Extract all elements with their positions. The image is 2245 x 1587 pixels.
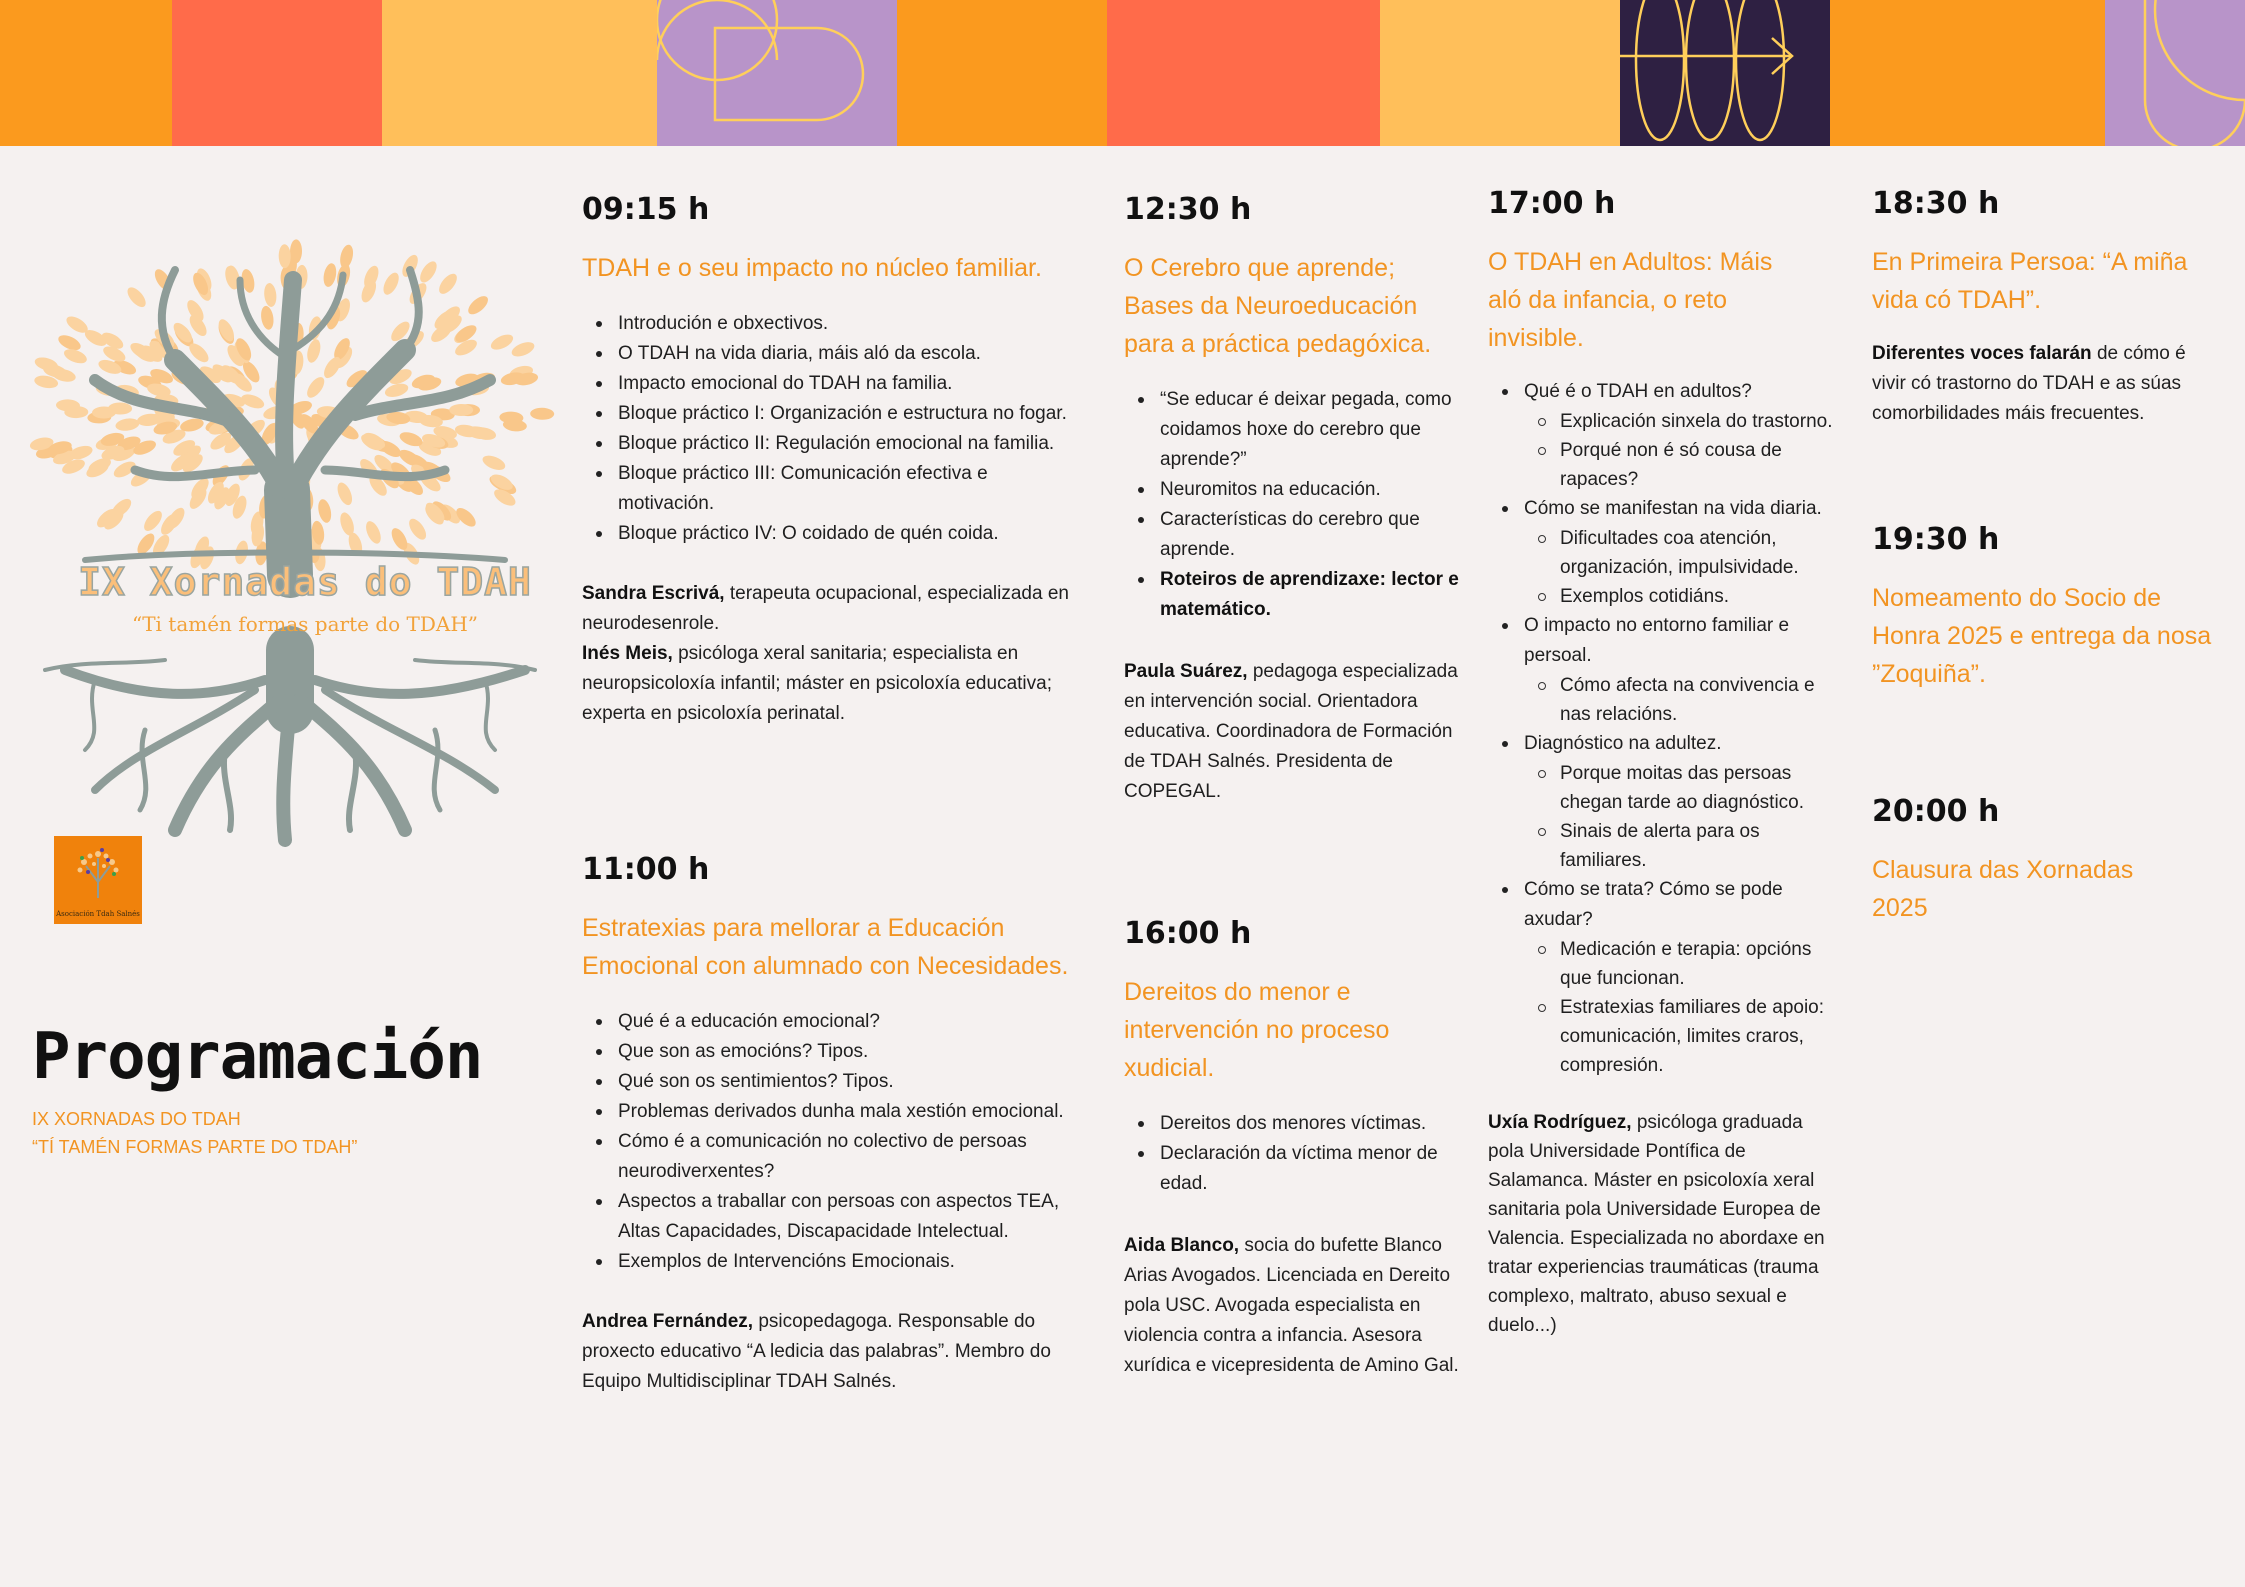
top-banner — [0, 0, 2245, 146]
session-time: 19:30 h — [1872, 522, 2000, 557]
speaker-bio — [1124, 1231, 1464, 1381]
list-item: Declaración da víctima menor de edad. — [1124, 1139, 1464, 1199]
leaf — [465, 293, 491, 318]
speaker-bio — [582, 1307, 1082, 1397]
sub-list-item: Sinais de alerta para os familiares. — [1524, 817, 1833, 875]
list-item: Exemplos de Intervencións Emocionais. — [582, 1247, 1072, 1277]
list-item — [1488, 611, 1833, 729]
list-item: Introdución e obxectivos. — [582, 309, 1082, 339]
leaf — [316, 498, 333, 524]
banner-block-coral-2 — [1107, 0, 1380, 146]
speaker-bio — [582, 579, 1082, 729]
list-item: Dereitos dos menores víctimas. — [1124, 1109, 1464, 1139]
banner-block-orange — [0, 0, 172, 146]
list-item — [1488, 729, 1833, 875]
session-title: Clausura das Xornadas 2025 — [1872, 856, 2134, 922]
session-title: Nomeamento do Socio de Honra 2025 e entrega da nosa ”Zoquiña”. — [1872, 584, 2212, 688]
session-time: 12:30 h — [1124, 192, 1252, 227]
sub-list-item: Explicación sinxela do trastorno. — [1524, 407, 1833, 436]
session-topics — [582, 1007, 1072, 1277]
leaf — [278, 244, 290, 268]
description-bold: Diferentes voces falarán — [1872, 343, 2092, 364]
session-topics — [1488, 377, 1833, 1080]
page-title: Programación — [32, 1020, 483, 1094]
sub-list — [1524, 935, 1833, 1080]
leaf — [259, 305, 275, 331]
session-title: Estratexias para mellorar a Educación Emocional con alumnado con Necesidades. — [582, 914, 1069, 980]
leaf — [436, 271, 460, 297]
session-topics — [582, 309, 1082, 549]
session-2000 — [1872, 794, 2182, 927]
list-item — [1488, 875, 1833, 1080]
speaker-desc: psicopedagoga. Responsable do proxecto educativo “A ledicia das palabras”. Membro do Equipo Multidisciplinar TDAH Salnés. — [582, 1311, 1051, 1392]
sub-list-item: Porque moitas das persoas chegan tarde ao diagnóstico. — [1524, 759, 1833, 817]
list-item: Qué son os sentimientos? Tipos. — [582, 1067, 1072, 1097]
session-description — [1872, 339, 2222, 429]
leaf — [304, 374, 328, 400]
list-item: O TDAH na vida diaria, máis aló da escola. — [582, 339, 1082, 369]
list-item: Problemas derivados dunha mala xestión emocional. — [582, 1097, 1072, 1127]
sub-list — [1524, 759, 1833, 875]
association-name: Asociación Tdah Salnés — [56, 910, 140, 918]
leaf — [92, 406, 116, 418]
list-item — [1124, 565, 1464, 625]
session-title: TDAH e o seu impacto no núcleo familiar. — [582, 254, 1042, 282]
session-time: 17:00 h — [1488, 186, 1616, 221]
leaf — [124, 284, 149, 310]
description-text: de cómo é vivir có trastorno do TDAH e as súas comorbilidades máis frecuentes. — [1872, 343, 2186, 424]
speaker-name: Andrea Fernández, — [582, 1311, 754, 1332]
speaker-desc: socia do bufette Blanco Arias Avogados. Licenciada en Dereito pola USC. Avogada especialista en violencia contra a infancia. Asesora xurídica e vicepresidenta de Amino Gal. — [1124, 1235, 1459, 1376]
list-item: Aspectos a traballar con persoas con aspectos TEA, Altas Capacidades, Discapacidade Intelectual. — [582, 1187, 1072, 1247]
list-item: Impacto emocional do TDAH na familia. — [582, 369, 1082, 399]
leaf — [115, 417, 140, 432]
bold-topic: Roteiros de aprendizaxe: lector e matemático. — [1160, 569, 1459, 620]
session-1700 — [1488, 186, 1833, 1340]
leaf — [361, 264, 381, 291]
leaf — [322, 262, 338, 288]
sub-list — [1524, 407, 1833, 494]
session-topics — [1124, 1109, 1464, 1199]
banner-block-yellow — [382, 0, 657, 146]
leaf — [290, 239, 302, 263]
leaf — [481, 453, 508, 473]
speaker-desc: psicóloga xeral sanitaria; especialista en neuropsicoloxía infantil; máster en psicoloxía educativa; experta en psicoloxía perinatal. — [582, 643, 1052, 724]
leaf — [335, 480, 355, 507]
subtitle-line-1: IX XORNADAS DO TDAH — [32, 1109, 241, 1129]
speaker-desc: terapeuta ocupacional, especializada en neurodesenrole. — [582, 583, 1069, 634]
speaker-name: Inés Meis, — [582, 643, 673, 664]
arrow-ellipses-icon — [1620, 0, 1830, 146]
session-time: 09:15 h — [582, 192, 710, 227]
topic-question: Cómo se trata? Cómo se pode axudar? — [1524, 879, 1783, 930]
banner-block-orange-2 — [897, 0, 1107, 146]
leaf — [406, 516, 430, 543]
session-1230 — [1124, 192, 1464, 807]
speaker-name: Sandra Escrivá, — [582, 583, 725, 604]
leaf — [489, 331, 516, 352]
sub-list-item: Porqué non é só cousa de rapaces? — [1524, 436, 1833, 494]
leaf — [417, 259, 440, 286]
lines-pattern-icon — [657, 0, 897, 146]
topic-question: Diagnóstico na adultez. — [1524, 733, 1722, 754]
leaf — [449, 404, 473, 416]
banner-block-lilac-pattern — [657, 0, 897, 146]
leaf — [510, 339, 537, 359]
session-title: En Primeira Persoa: “A miña vida có TDAH”. — [1872, 248, 2188, 314]
list-item: Características do cerebro que aprende. — [1124, 505, 1464, 565]
banner-block-navy-pattern — [1620, 0, 1830, 146]
list-item: Neuromitos na educación. — [1124, 475, 1464, 505]
speaker-desc: pedagoga especializada en intervención social. Orientadora educativa. Coordinadora de Formación de TDAH Salnés. Presidenta de COPEGAL. — [1124, 661, 1458, 802]
leaf — [263, 282, 277, 307]
list-item: Qué é a educación emocional? — [582, 1007, 1072, 1037]
speaker-desc: psicóloga graduada pola Universidade Pontífica de Salamanca. Máster en psicoloxía xeral sanitaria pola Universidade Europea de Valencia. Especializada no abordaxe en tratar experiencias traumáticas (trauma complexo, maltrato, abuso sexual e duelo...) — [1488, 1112, 1825, 1336]
session-1600 — [1124, 916, 1464, 1381]
session-title: O Cerebro que aprende; Bases da Neuroeducación para a práctica pedagóxica. — [1124, 254, 1432, 358]
list-item: Bloque práctico IV: O coidado de quén coida. — [582, 519, 1082, 549]
lines-pattern-icon-2 — [2105, 0, 2245, 146]
speaker-bio — [1488, 1108, 1833, 1340]
logo-title: IX Xornadas do TDAH — [78, 560, 532, 604]
sub-list-item: Cómo afecta na convivencia e nas relacións. — [1524, 671, 1833, 729]
list-item — [1488, 494, 1833, 611]
session-topics — [1124, 385, 1464, 625]
sub-list-item: Estratexias familiares de apoio: comunicación, limites craros, compresión. — [1524, 993, 1833, 1080]
session-0915 — [582, 192, 1082, 729]
sub-list-item: Medicación e terapia: opcións que funcionan. — [1524, 935, 1833, 993]
page-subtitle — [32, 1105, 357, 1161]
leaf — [380, 270, 402, 297]
sub-list — [1524, 524, 1833, 611]
sub-list-item: Exemplos cotidiáns. — [1524, 582, 1833, 611]
topic-question: O impacto no entorno familiar e persoal. — [1524, 615, 1790, 666]
speaker-name: Paula Suárez, — [1124, 661, 1248, 682]
session-time: 20:00 h — [1872, 794, 2000, 829]
association-logo — [54, 836, 142, 924]
list-item: “Se educar é deixar pegada, como coidamos hoxe do cerebro que aprende?” — [1124, 385, 1464, 475]
speaker-name: Uxía Rodríguez, — [1488, 1112, 1632, 1133]
leaf — [530, 408, 554, 420]
logo-subtitle: “Ti tamén formas parte do TDAH” — [131, 612, 479, 636]
session-1930 — [1872, 522, 2222, 693]
leaf — [363, 519, 384, 546]
list-item: Bloque práctico II: Regulación emocional na familia. — [582, 429, 1082, 459]
list-item: Que son as emocións? Tipos. — [582, 1037, 1072, 1067]
list-item — [1488, 377, 1833, 494]
subtitle-line-2: “TÍ TAMÉN FORMAS PARTE DO TDAH” — [32, 1137, 358, 1157]
list-item: Bloque práctico I: Organización e estructura no fogar. — [582, 399, 1082, 429]
topic-question: Cómo se manifestan na vida diaria. — [1524, 498, 1822, 519]
session-title: Dereitos do menor e intervención no proceso xudicial. — [1124, 978, 1390, 1082]
tree-logo — [25, 230, 555, 870]
leaf — [383, 381, 409, 399]
banner-block-orange-3 — [1830, 0, 2105, 146]
session-time: 16:00 h — [1124, 916, 1252, 951]
sub-list — [1524, 671, 1833, 729]
speaker-name: Aida Blanco, — [1124, 1235, 1240, 1256]
sub-list-item: Dificultades coa atención, organización, impulsividade. — [1524, 524, 1833, 582]
banner-block-coral — [172, 0, 382, 146]
session-time: 18:30 h — [1872, 186, 2000, 221]
session-time: 11:00 h — [582, 852, 710, 887]
topic-question: Qué é o TDAH en adultos? — [1524, 381, 1752, 402]
session-1100 — [582, 852, 1082, 1397]
list-item: Cómo é a comunicación no colectivo de persoas neurodiverxentes? — [582, 1127, 1072, 1187]
banner-block-lilac-pattern-2 — [2105, 0, 2245, 146]
session-1830 — [1872, 186, 2222, 429]
banner-block-yellow-2 — [1380, 0, 1620, 146]
speaker-bio — [1124, 657, 1464, 807]
list-item: Bloque práctico III: Comunicación efectiva e motivación. — [582, 459, 1082, 519]
session-title: O TDAH en Adultos: Máis aló da infancia, o reto invisible. — [1488, 248, 1773, 352]
tree-icon — [25, 230, 555, 870]
